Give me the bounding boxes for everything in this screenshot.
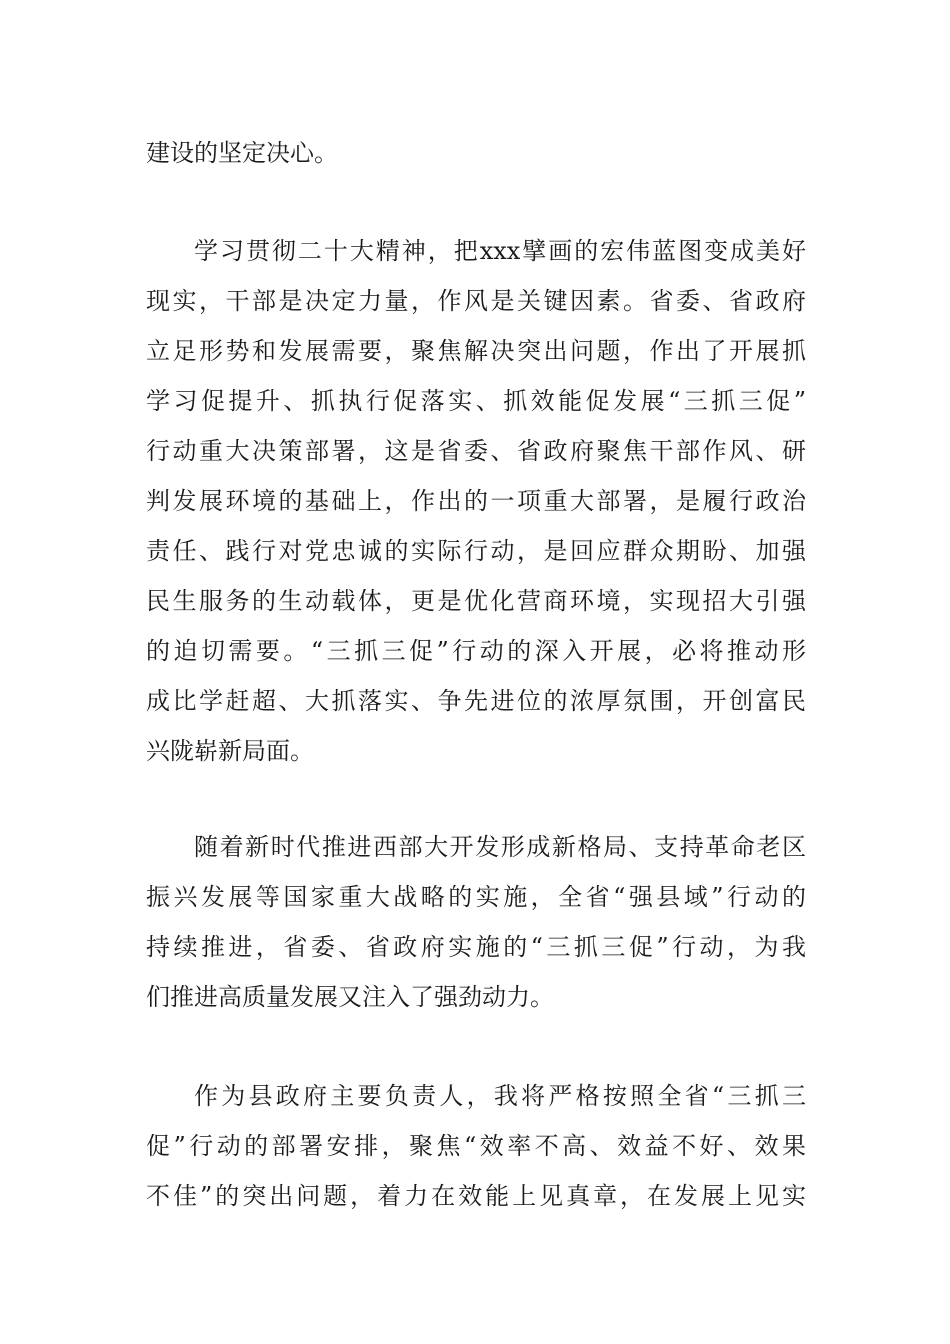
text-line: 成比学赶超、大抓落实、争先进位的浓厚氛围，开创富民 [146,687,806,715]
text-line: 判发展环境的基础上，作出的一项重大部署，是履行政治 [146,487,806,515]
text-line: 学习贯彻二十大精神，把xxx擘画的宏伟蓝图变成美好 [194,237,806,265]
text-line: 现实，干部是决定力量，作风是关键因素。省委、省政府 [146,287,806,315]
text-line: 建设的坚定决心。 [146,139,338,167]
paragraph-2 [146,226,806,776]
text-line: 民生服务的生动载体，更是优化营商环境，实现招大引强 [146,587,806,615]
paragraph-4 [146,1071,806,1221]
text-line: 学习促提升、抓执行促落实、抓效能促发展“三抓三促” [146,387,806,415]
text-line: 立足形势和发展需要，聚焦解决突出问题，作出了开展抓 [146,337,806,365]
text-line: 不佳”的突出问题，着力在效能上见真章，在发展上见实 [146,1182,806,1210]
paragraph-1 [146,128,806,178]
paragraph-3 [146,822,806,1022]
text-line: 行动重大决策部署，这是省委、省政府聚焦干部作风、研 [146,437,806,465]
text-line: 们推进高质量发展又注入了强劲动力。 [146,983,554,1011]
text-line: 责任、践行对党忠诚的实际行动，是回应群众期盼、加强 [146,537,806,565]
text-line: 振兴发展等国家重大战略的实施，全省“强县域”行动的 [146,883,806,911]
text-line: 促”行动的部署安排，聚焦“效率不高、效益不好、效果 [146,1132,806,1160]
text-line: 作为县政府主要负责人，我将严格按照全省“三抓三 [194,1082,806,1110]
text-line: 随着新时代推进西部大开发形成新格局、支持革命老区 [194,833,806,861]
text-line: 的迫切需要。“三抓三促”行动的深入开展，必将推动形 [146,637,806,665]
text-line: 持续推进，省委、省政府实施的“三抓三促”行动，为我 [146,933,806,961]
text-line: 兴陇崭新局面。 [146,737,314,765]
